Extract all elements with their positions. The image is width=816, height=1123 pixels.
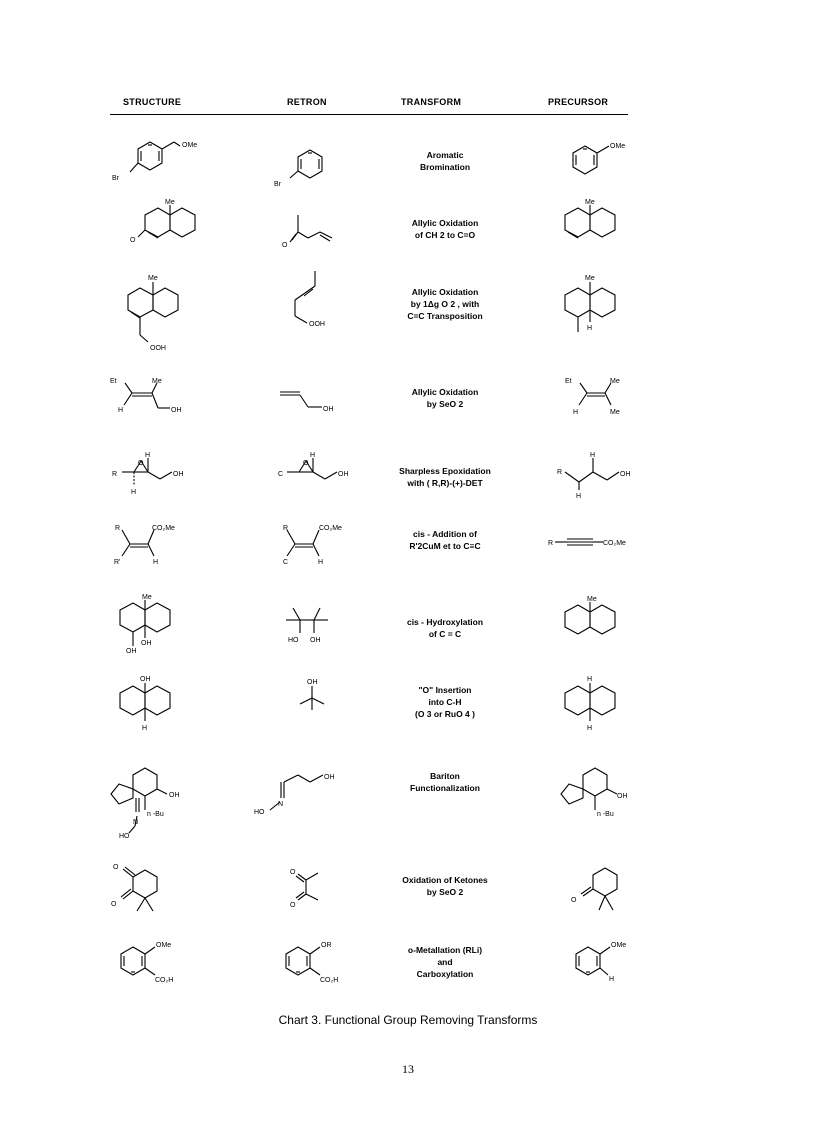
- svg-text:OH: OH: [141, 640, 152, 647]
- structure-hydroperoxide: [110, 270, 230, 360]
- svg-text:H: H: [318, 559, 324, 566]
- transform-oxidation-of-ketones: Oxidation of Ketones by SeO 2: [402, 875, 488, 897]
- retron-diol: [278, 605, 358, 650]
- svg-text:OMe: OMe: [610, 143, 626, 150]
- svg-text:n -Bu: n -Bu: [147, 811, 164, 818]
- svg-text:n -Bu: n -Bu: [597, 811, 614, 818]
- svg-text:Br: Br: [112, 175, 119, 182]
- svg-text:H: H: [587, 676, 593, 683]
- svg-text:Me: Me: [587, 596, 597, 603]
- svg-text:H: H: [609, 976, 615, 983]
- structure-dione: [105, 855, 215, 930]
- svg-text:H: H: [118, 407, 124, 414]
- svg-text:O: O: [571, 897, 577, 904]
- structure-spiro-oxime: [105, 758, 225, 848]
- transform-sharpless-epoxidation: Sharpless Epoxidation with ( R,R)-(+)-DET: [399, 466, 491, 488]
- svg-text:N: N: [133, 819, 139, 826]
- svg-text:OMe: OMe: [182, 142, 198, 149]
- precursor-octalin: [555, 195, 645, 250]
- svg-text:H: H: [573, 409, 579, 416]
- svg-text:CO₂Me: CO₂Me: [152, 525, 175, 532]
- svg-text:R: R: [557, 469, 563, 476]
- precursor-dimethylcyclohexanone: [565, 858, 645, 928]
- svg-text:H: H: [131, 489, 137, 496]
- svg-text:Et: Et: [565, 378, 572, 385]
- svg-text:Me: Me: [585, 275, 595, 282]
- svg-text:R: R: [115, 525, 121, 532]
- transform-oxygen-insertion: "O" Insertion into C-H (O 3 or RuO 4 ): [415, 685, 475, 719]
- svg-text:CO₂Me: CO₂Me: [603, 540, 626, 547]
- structure-epoxy-alcohol: [110, 448, 220, 508]
- svg-text:H: H: [587, 325, 593, 332]
- retron-enone: [278, 210, 358, 260]
- retron-diketone: [278, 860, 348, 920]
- retron-allyl-hydroperoxide: [280, 268, 350, 333]
- structure-allylic-alcohol: [110, 373, 220, 423]
- precursor-spiro-alcohol: [555, 758, 655, 828]
- transform-aromatic-bromination: Aromatic Bromination: [419, 150, 471, 172]
- retron-oxime-alcohol: [250, 770, 360, 825]
- transform-barton-functionalization: Bariton Functionalization: [410, 771, 480, 793]
- precursor-allylic-alcohol: [553, 448, 653, 508]
- svg-text:Me: Me: [148, 275, 158, 282]
- svg-text:O: O: [130, 237, 136, 244]
- svg-text:HO: HO: [288, 637, 299, 644]
- structure-enoate: [110, 520, 220, 570]
- svg-text:Me: Me: [585, 199, 595, 206]
- structure-octalone: [110, 195, 230, 260]
- svg-text:CO₂H: CO₂H: [320, 977, 339, 984]
- retron-alkoxybenzoic-acid: [270, 937, 380, 992]
- header-retron: RETRON: [287, 97, 327, 107]
- svg-text:R: R: [112, 471, 118, 478]
- precursor-trisubstituted-alkene: [565, 373, 645, 428]
- transform-ortho-metallation: o-Metallation (RLi) and Carboxylation: [407, 945, 483, 979]
- svg-text:CO₂Me: CO₂Me: [319, 525, 342, 532]
- svg-text:OH: OH: [338, 471, 349, 478]
- retron-allyl-alcohol: [278, 385, 358, 420]
- structure-decalin-diol: [110, 590, 220, 665]
- precursor-decalin-methyl: [555, 270, 645, 345]
- svg-text:H: H: [142, 725, 148, 732]
- header-precursor: PRECURSOR: [548, 97, 609, 107]
- transform-cis-hydroxylation: cis - Hydroxylation of C = C: [406, 617, 484, 639]
- svg-text:OOH: OOH: [150, 345, 166, 352]
- svg-text:CO₂H: CO₂H: [155, 977, 174, 984]
- svg-text:Br: Br: [274, 181, 281, 188]
- svg-text:Et: Et: [110, 378, 117, 385]
- svg-text:OH: OH: [140, 676, 151, 683]
- precursor-anisole-h: [560, 937, 650, 992]
- svg-text:OMe: OMe: [156, 942, 172, 949]
- svg-text:O: O: [113, 864, 119, 871]
- svg-text:OMe: OMe: [611, 942, 627, 949]
- retron-enoate: [275, 520, 375, 570]
- svg-text:O: O: [282, 242, 288, 249]
- svg-text:OH: OH: [307, 679, 318, 686]
- svg-text:Me: Me: [165, 199, 175, 206]
- svg-text:OH: OH: [126, 648, 137, 655]
- transform-allylic-oxidation-singlet-oxygen: Allylic Oxidation by 1Δg O 2 , with C=C Transposition: [407, 287, 483, 321]
- svg-text:R': R': [114, 559, 121, 566]
- svg-text:OH: OH: [617, 793, 628, 800]
- precursor-decalin: [555, 673, 645, 738]
- header-structure: STRUCTURE: [123, 97, 182, 107]
- precursor-propiolate: [545, 530, 645, 555]
- svg-text:Me: Me: [610, 409, 620, 416]
- svg-text:OOH: OOH: [309, 321, 325, 328]
- header-transform: TRANSFORM: [401, 97, 462, 107]
- svg-text:OH: OH: [173, 471, 184, 478]
- svg-text:O: O: [303, 460, 309, 467]
- svg-text:H: H: [590, 452, 596, 459]
- svg-text:N: N: [278, 801, 284, 808]
- svg-text:HO: HO: [119, 833, 130, 840]
- svg-text:Me: Me: [610, 378, 620, 385]
- retron-tert-alcohol: [290, 676, 350, 716]
- structure-methoxybenzoic-acid: [105, 937, 215, 992]
- svg-text:O: O: [290, 902, 296, 909]
- precursor-anisole: [550, 132, 650, 192]
- svg-text:H: H: [576, 493, 582, 500]
- svg-text:O: O: [138, 460, 144, 467]
- transform-allylic-oxidation-seo2: Allylic Oxidation by SeO 2: [411, 387, 479, 409]
- page-number: 13: [402, 1062, 414, 1076]
- svg-text:Me: Me: [142, 594, 152, 601]
- svg-text:H: H: [587, 725, 593, 732]
- svg-text:R: R: [548, 540, 554, 547]
- svg-text:O: O: [111, 901, 117, 908]
- transform-allylic-oxidation-ch2: Allylic Oxidation of CH 2 to C=O: [411, 218, 479, 240]
- precursor-octalin-methyl: [555, 592, 645, 647]
- svg-text:C: C: [278, 471, 284, 478]
- svg-text:OR: OR: [321, 942, 332, 949]
- retron-epoxy-alcohol: [275, 448, 375, 493]
- svg-text:HO: HO: [254, 809, 265, 816]
- svg-text:OH: OH: [620, 471, 631, 478]
- retron-bromobenzene: [270, 140, 340, 195]
- svg-text:C: C: [283, 559, 289, 566]
- svg-text:O: O: [290, 869, 296, 876]
- svg-text:H: H: [153, 559, 159, 566]
- svg-text:OH: OH: [323, 406, 334, 413]
- svg-text:OH: OH: [324, 774, 335, 781]
- svg-text:Me: Me: [152, 378, 162, 385]
- structure-bromoanisole: [110, 132, 210, 192]
- header-rule: [110, 114, 628, 115]
- svg-text:OH: OH: [310, 637, 321, 644]
- svg-text:H: H: [310, 452, 316, 459]
- transform-cis-addition: cis - Addition of R'2CuM et to C≡C: [409, 529, 481, 551]
- svg-text:H: H: [145, 452, 151, 459]
- svg-text:OH: OH: [171, 407, 182, 414]
- structure-decalol: [110, 673, 220, 738]
- svg-text:OH: OH: [169, 792, 180, 799]
- chart-caption: Chart 3. Functional Group Removing Transforms: [278, 1013, 538, 1027]
- svg-text:R: R: [283, 525, 289, 532]
